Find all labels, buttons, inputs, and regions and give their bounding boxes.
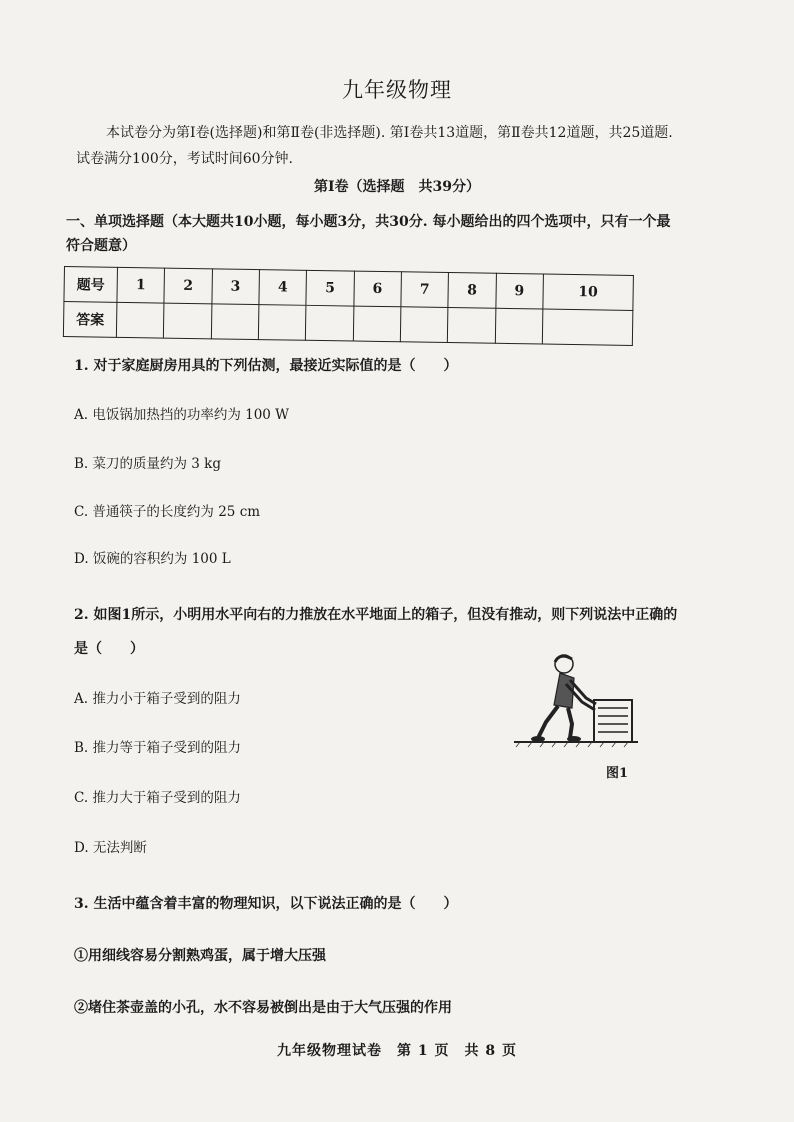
answer-cell[interactable] [353,306,401,342]
table-header-question-number: 题号 [64,267,118,303]
question-1-option-a: A. 电饭锅加热挡的功率约为 100 W [74,407,290,423]
part-heading: 一、单项选择题（本大题共10小题，每小题3分，共30分. 每小题给出的四个选项中，只有一个最符合题意） [66,214,671,254]
answer-cell[interactable] [306,305,354,341]
answer-cell[interactable] [400,307,448,343]
answer-cell[interactable] [164,303,212,339]
section-title: 第Ⅰ卷（选择题 共39分） [313,179,481,195]
answer-table [63,266,634,346]
answer-cell[interactable] [495,308,543,344]
question-3-stem: 3. 生活中蕴含着丰富的物理知识，以下说法正确的是（ ） [74,896,458,912]
table-cell-number: 7 [401,272,449,308]
question-1-option-d: D. 饭碗的容积约为 100 L [74,551,231,567]
table-header-answer: 答案 [63,302,117,338]
question-2-option-c: C. 推力大于箱子受到的阻力 [74,790,241,806]
question-3-statement-2: ②堵住茶壶盖的小孔，水不容易被倒出是由于大气压强的作用 [74,1000,452,1016]
question-1-option-b: B. 菜刀的质量约为 3 kg [74,456,221,472]
answer-cell[interactable] [116,302,164,338]
table-cell-number: 6 [353,271,401,307]
answer-cell[interactable] [258,305,306,341]
question-1-option-c: C. 普通筷子的长度约为 25 cm [74,504,261,520]
question-2-stem: 2. 如图1所示，小明用水平向右的力推放在水平地面上的箱子，但没有推动，则下列说法中正确的是（ ） [74,607,678,657]
answer-cell[interactable] [448,308,496,344]
table-cell-number: 4 [259,270,307,306]
question-2-option-a: A. 推力小于箱子受到的阻力 [74,691,241,707]
exam-instructions: 本试卷分为第Ⅰ卷(选择题)和第Ⅱ卷(非选择题). 第Ⅰ卷共13道题，第Ⅱ卷共12道题，共25道题. 试卷满分100分，考试时间60分钟. [76,125,673,167]
answer-cell[interactable] [211,304,259,340]
table-cell-number: 2 [164,268,212,304]
figure-1-boy-pushing-box [512,650,642,780]
page-footer: 九年级物理试卷 第 1 页 共 8 页 [277,1043,517,1059]
answer-cell[interactable] [542,309,633,345]
table-cell-number: 10 [543,274,634,310]
figure-1-caption: 图1 [606,766,629,781]
table-cell-number: 9 [495,273,543,309]
table-cell-number: 5 [306,270,354,306]
question-2-option-d: D. 无法判断 [74,840,147,856]
table-cell-number: 1 [117,267,165,303]
page-title: 九年级物理 [342,78,452,102]
question-3-statement-1: ①用细线容易分割熟鸡蛋，属于增大压强 [74,948,326,964]
question-1-stem: 1. 对于家庭厨房用具的下列估测，最接近实际值的是（ ） [74,358,458,374]
question-2-option-b: B. 推力等于箱子受到的阻力 [74,740,242,756]
table-cell-number: 8 [448,273,496,309]
table-cell-number: 3 [212,269,260,305]
